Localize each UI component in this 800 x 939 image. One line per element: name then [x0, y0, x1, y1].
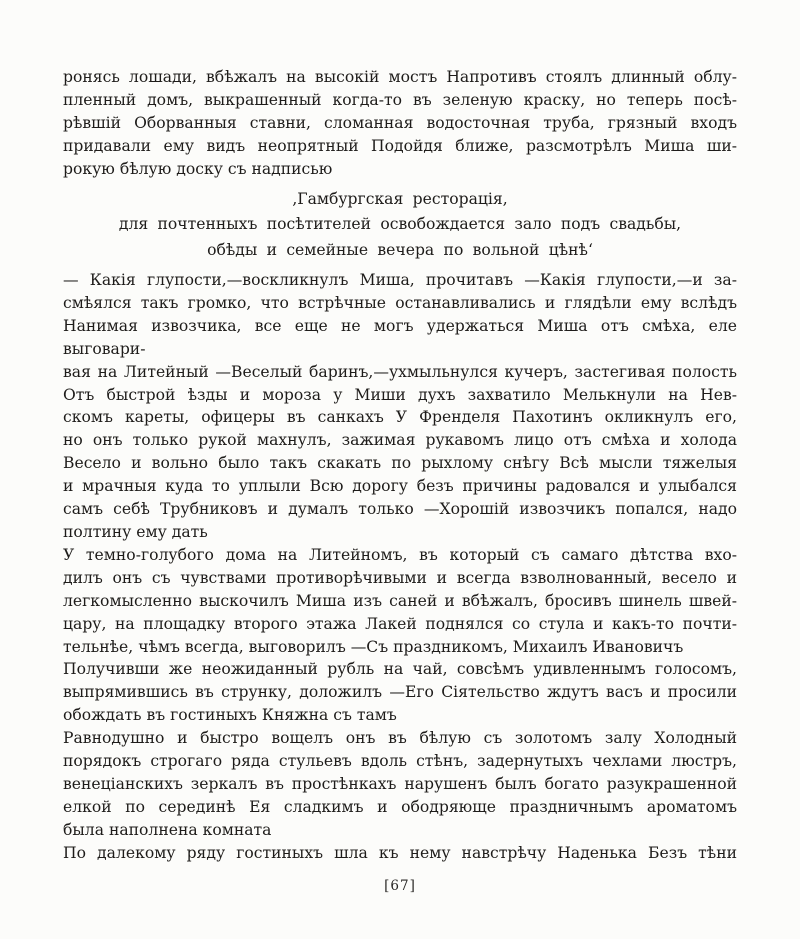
- paragraph: [63, 66, 737, 181]
- paragraph: [63, 544, 737, 659]
- paragraph: [63, 269, 737, 544]
- text-line: обождать въ гостиныхъ Княжна съ тамъ: [63, 706, 397, 725]
- paragraph: [63, 658, 737, 727]
- text-line: дилъ онъ съ чувствами противорѣчивыми и всегда взволнованный, весело и: [63, 568, 737, 587]
- text-line: Весело и вольно было такъ скакать по рыхлому снѣгу Всѣ мысли тяжелыя: [63, 454, 737, 473]
- text-line: Нанимая извозчика, все еще не могъ удержаться Миша отъ смѣха, еле выговари-: [63, 316, 737, 358]
- text-line: смѣялся такъ громко, что встрѣчные останавливались и глядѣли ему вслѣдъ: [63, 293, 737, 312]
- text-line: но онъ только рукой махнулъ, зажимая рукавомъ лицо отъ смѣха и холода: [63, 431, 737, 450]
- paragraph: [63, 842, 737, 865]
- text-line: ронясь лошади, вбѣжалъ на высокій мостъ Напротивъ стоялъ длинный облу-: [63, 68, 737, 86]
- text-line: рокую бѣлую доску съ надписью: [63, 159, 333, 178]
- text-line: и мрачныя куда то уплыли Всю дорогу безъ причины радовался и улыбался: [63, 477, 737, 496]
- text-line: скомъ кареты, офицеры въ санкахъ У Френделя Пахотинъ окликнулъ его,: [63, 408, 737, 427]
- text-line: порядокъ строгаго ряда стульевъ вдоль стѣнъ, задернутыхъ чехлами люстръ,: [63, 752, 737, 771]
- sign-line: для почтенныхъ посѣтителей освобождается зало подъ свадьбы,: [118, 215, 682, 234]
- text-line: вая на Литейный —Веселый баринъ,—ухмыльнулся кучеръ, застегивая полость: [63, 362, 737, 381]
- text-line: У темно-голубого дома на Литейномъ, въ который съ самаго дѣтства вхо-: [63, 545, 737, 564]
- paragraph: [63, 727, 737, 842]
- text-line: венеціанскихъ зеркалъ въ простѣнкахъ нарушенъ былъ богато разукрашенной: [63, 774, 737, 793]
- text-line: полтину ему дать: [63, 523, 208, 541]
- sign-line: обѣды и семейные вечера по вольной цѣнѣ‘: [207, 240, 593, 259]
- text-line: пленный домъ, выкрашенный когда-то въ зеленую краску, но теперь посѣ-: [63, 90, 737, 109]
- text-column: [63, 66, 737, 898]
- sign-line: ‚Гамбургская ресторація,: [292, 189, 508, 208]
- text-line: была наполнена комната: [63, 820, 272, 839]
- text-line: выпрямившись въ струнку, доложилъ —Его Сіятельство ждутъ васъ и просили: [63, 683, 737, 702]
- text-line: самъ себѣ Трубниковъ и думалъ только —Хорошій извозчикъ попался, надо: [63, 500, 737, 519]
- text-line: Получивши же неожиданный рубль на чай, совсѣмъ удивленнымъ голосомъ,: [63, 660, 737, 679]
- text-line: елкой по серединѣ Ея сладкимъ и ободряюще праздничнымъ ароматомъ: [63, 797, 737, 816]
- sign-text-block: [63, 187, 737, 264]
- text-line: придавали ему видъ неопрятный Подойдя ближе, разсмотрѣлъ Миша ши-: [63, 136, 737, 155]
- text-line: По далекому ряду гостиныхъ шла къ нему навстрѣчу Наденька Безъ тѣни: [63, 843, 737, 862]
- text-line: тельнѣе, чѣмъ всегда, выговорилъ —Съ праздникомъ, Михаилъ Ивановичъ: [63, 637, 684, 656]
- page-number: [67]: [384, 877, 416, 894]
- text-line: — Какія глупости,—воскликнулъ Миша, прочитавъ —Какія глупости,—и за-: [63, 271, 737, 290]
- text-line: рѣвшій Оборванныя ставни, сломанная водосточная труба, грязный входъ: [63, 113, 737, 132]
- text-line: цару, на площадку второго этажа Лакей поднялся со стула и какъ-то почти-: [63, 614, 737, 633]
- text-line: Отъ быстрой ѣзды и мороза у Миши духъ захватило Мелькнули на Нев-: [63, 385, 737, 404]
- text-line: Равнодушно и быстро вощелъ онъ въ бѣлую съ золотомъ залу Холодный: [63, 729, 737, 748]
- text-line: легкомысленно выскочилъ Миша изъ саней и вбѣжалъ, бросивъ шинель швей-: [63, 591, 737, 610]
